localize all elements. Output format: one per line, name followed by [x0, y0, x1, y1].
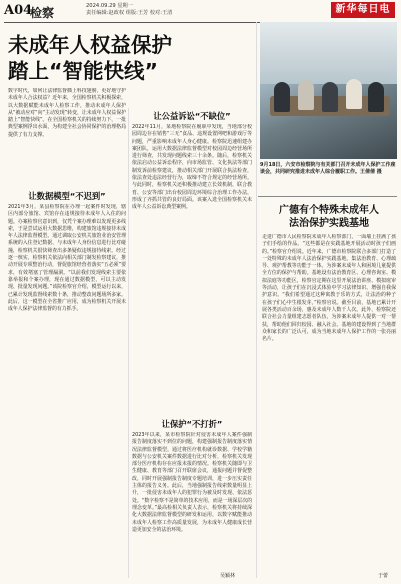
right-headline-line-1: 广德有个特殊未成年人 — [279, 205, 379, 216]
subhead-3: 让保护“不打折” — [161, 419, 223, 429]
news-photo — [260, 22, 397, 159]
column-1-body: 2021年3月，某县检察院在办理一起案件时发现，辖区内部分旅馆、宾馆存在违规接待未成年人入住的问题。办案检察官意识到，仅凭个案办理难以发现更多线索，于是尝试运用大数据思维，构建旅馆违规接待未成年人法律监督模型。通过调取公安机关旅馆业治安管理系统的入住登记数据，与未成年人身份信息进行比对碰撞，检察机关很快筛查出多条疑似违规接待线索。经过逐一核实，检察机关依法向相关部门制发检察建议，推动开展专项整治行动，督促旅馆经营者落实“五必须”要求，有效堵塞了管理漏洞。“以前我们发现线索主要依靠举报和个案办理，现在通过数据模型，可以主动发现、批量发现问题。”该院检察官介绍，模型运行以来，已累计发现监督线索数十条，推动整改问题场所多家。此后，这一模型在全省推广应用，成为检察机关开展未成年人保护法律监督的有力抓手。 — [8, 204, 126, 313]
right-article-body: 走进广德市人民检察院未成年人检察部门，一面墙上挂满了孩子们手绘的作品。“这些都是在实践基地开展活动时孩子们画的。”检察官介绍说。近年来，广德市检察院联合多部门打造了一处特殊的未成年人法治保护实践基地，集法治教育、心理疏导、观护帮教等功能于一体，为涉案未成年人和困境儿童提供全方位的保护与帮助。基地设有法治教育区、心理咨询室、模拟法庭等功能区，检察官定期在这里开展法治讲座、模拟庭审等活动，让孩子们在沉浸式体验中学习法律知识、增强自我保护意识。“我们希望通过这种寓教于乐的方式，让法治的种子在孩子们心中生根发芽。”检察官说。截至目前，基地已累计开展各类活动百余场，惠及未成年人数千人次。此外，检察院还联合社会力量组建志愿者队伍，为涉案未成年人提供一对一帮扶，帮助他们回归校园、融入社会。基地的建设得到了当地群众和家长的广泛认可，成为当地未成年人保护工作的一张亮丽名片。 — [262, 234, 396, 343]
dateline-editors: 责任编辑:赵政权 组版:王芳 校对:王清 — [86, 9, 173, 16]
newspaper-logo: 新华每日电 — [331, 2, 395, 18]
main-headline — [8, 32, 172, 84]
page-number: A04 — [4, 3, 33, 18]
section-title: 检察 — [30, 6, 55, 20]
headline-line-1: 未成年人权益保护 — [8, 33, 172, 57]
page-header — [0, 0, 401, 22]
caption-rule — [258, 196, 397, 197]
headline-line-2: 踏上“智能快线” — [8, 59, 158, 83]
right-headline-line-2: 法治保护实践基地 — [289, 218, 369, 229]
subhead-1: 让数据模型“不迟到” — [28, 191, 106, 201]
column-3-body: 2023年以来，某市检察院针对侵害未成年人案件强制报告制度落实不到位的问题，构建强制报告制度落实情况法律监督模型。通过将医疗机构就诊数据、学校学籍数据与公安机关案件数据进行比对分析，检察机关发现部分医疗机构存在应报未报的情况。检察机关随即与卫生健康、教育等部门召开联席会议，通报问题并督促整改，同时开展强制报告制度专题培训，进一步压实责任主体的报告义务。此后，当地强制报告线索数量明显上升，一批侵害未成年人的犯罪行为被及时发现、依法惩处。“数字检察不是简单的技术应用，而是一场深层次的理念变革。”最高检相关负责人表示，检察机关将持续深化大数据法律监督模型的研发和运用，以数字赋能推动未成年人检察工作高质量发展，为未成年人健康成长营造更加安全的法治环境。 — [132, 432, 252, 533]
byline-left: 吴颖林 — [220, 573, 236, 579]
column-divider-2 — [256, 22, 257, 578]
byline-right: 于蕾 — [378, 573, 389, 579]
intro-paragraph: 数字时代，如何让法律监督插上科技翅膀，更好地守护未成年人合法权益？近年来，全国检察机关积极探索，以大数据赋能未成年人检察工作，推动未成年人保护从“被动应对”向“主动发现”转变，让未成年人权益保护踏上“智能快线”。在全国检察机关的持续努力下，一批典型案例浮出水面，为构建全社会协同保护的治理格局提供了有力支撑。 — [8, 88, 126, 138]
column-divider-1 — [128, 108, 129, 578]
right-headline — [262, 204, 396, 230]
dateline — [86, 3, 172, 16]
photo-caption: 9月18日，六安市检察院与有关部门召开未成年人保护工作座谈会，共同研究推进未成年人综合履职工作。王倩倩 摄 — [260, 162, 396, 175]
dateline-date: 2024.09.29 星期一 — [86, 3, 133, 9]
subhead-2: 让公益诉讼“不缺位” — [153, 111, 231, 121]
column-2-body: 2022年11月，某地检察院在履职中发现，当地部分校园周边存在销售“三无”食品、违规设置网吧和游戏厅等问题，严重影响未成年人身心健康。检察院迅速组建办案团队，运用大数据法律监督模型对校园周边经营场所进行筛查，共发现问题线索三十余条。随后，检察机关依法启动公益诉讼程序，向市场监管、文化执法等部门制发诉前检察建议，推动相关部门开展联合执法检查，依法查处违法经营行为，取缔不符合规定的经营场所。与此同时，检察机关还积极推动建立长效机制，联合教育、公安等部门出台校园周边环境综合治理工作办法，形成了齐抓共管的良好局面。该案入选全国检察机关未成年人公益诉讼典型案例。 — [132, 124, 252, 211]
